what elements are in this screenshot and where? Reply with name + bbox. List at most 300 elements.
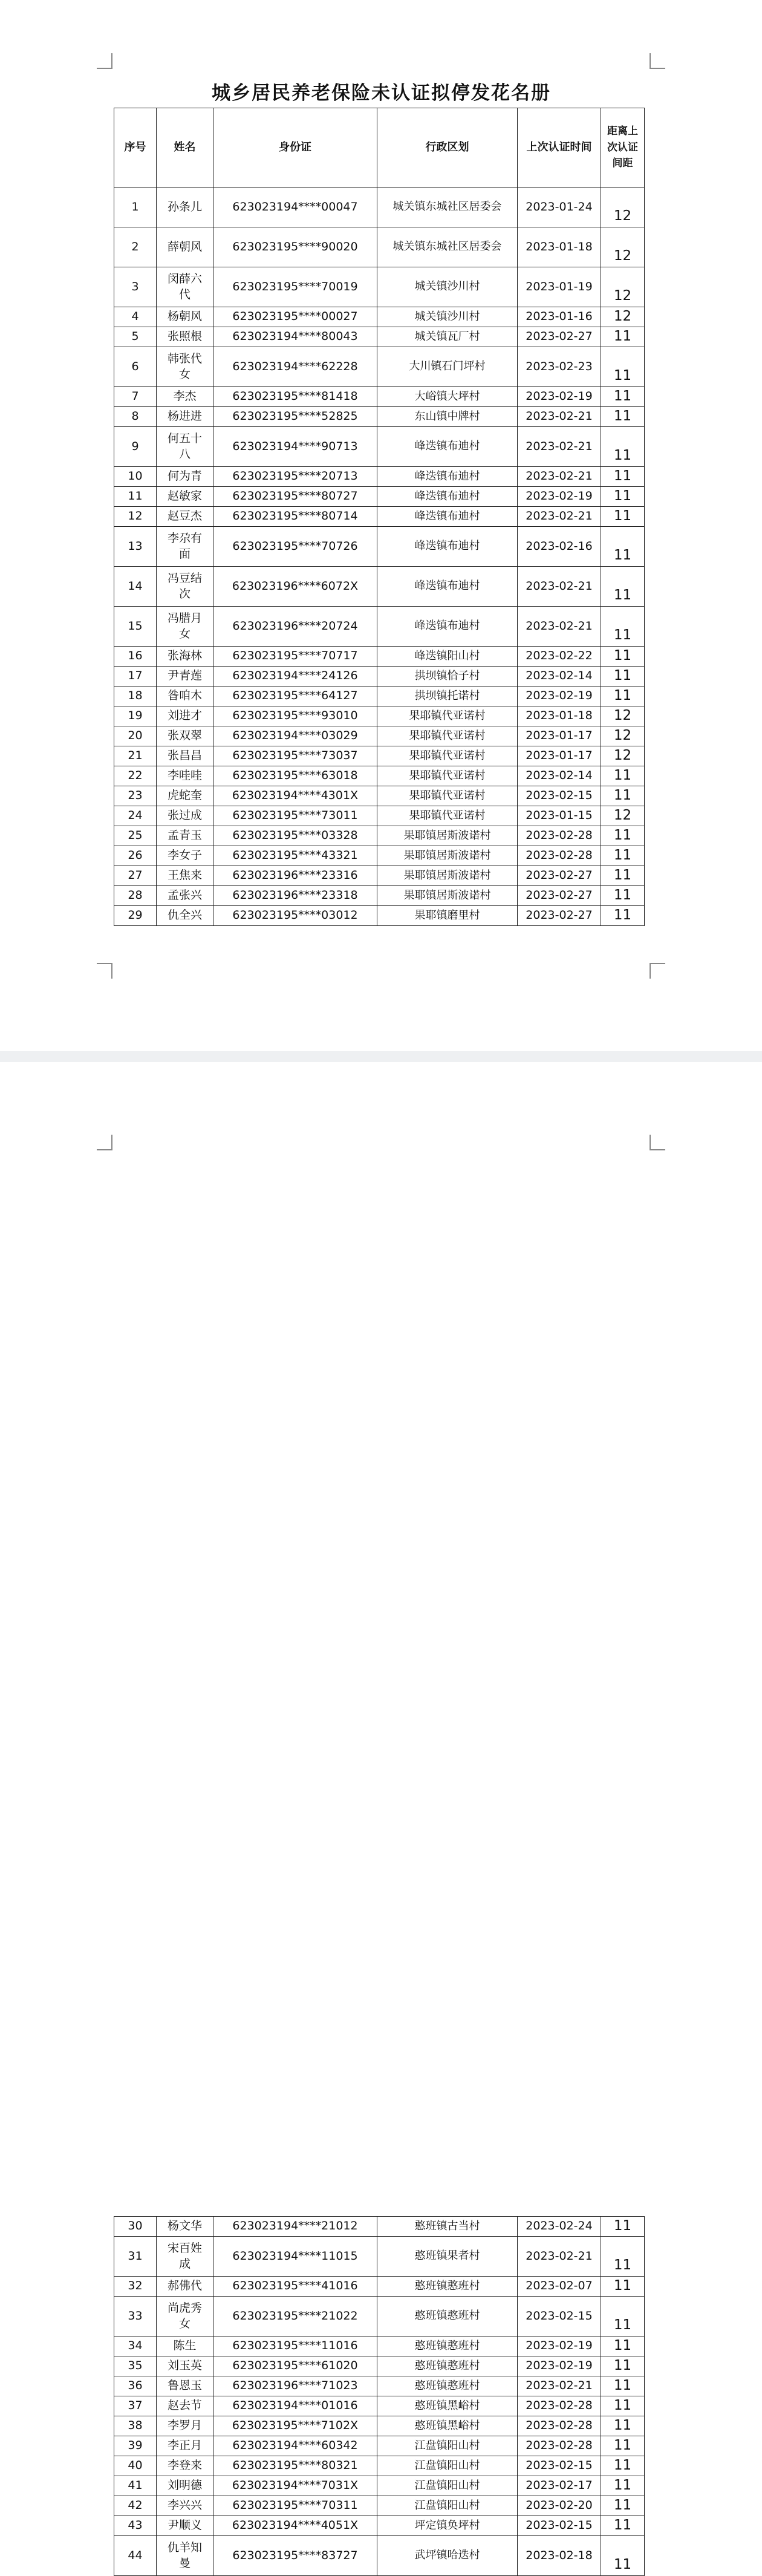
cell-id-number: 623023195****70311 (213, 2496, 377, 2516)
table-body-page-2 (114, 2217, 645, 2576)
cell-id-number: 623023194****90713 (213, 427, 377, 467)
cell-id-number: 623023195****70717 (213, 647, 377, 667)
table-row (114, 686, 645, 706)
cell-name: 杨朝风 (157, 307, 213, 327)
cell-region: 峰迭镇布迪村 (377, 507, 518, 527)
cell-name: 王焦来 (157, 866, 213, 886)
cell-no: 7 (114, 387, 157, 407)
cell-last-auth-date: 2023-02-21 (518, 607, 601, 647)
cell-gap: 11 (601, 846, 645, 866)
cell-no: 15 (114, 607, 157, 647)
cell-no: 21 (114, 746, 157, 766)
table-row (114, 2297, 645, 2336)
cell-last-auth-date: 2023-02-17 (518, 2476, 601, 2496)
cell-gap: 11 (601, 886, 645, 906)
document-title: 城乡居民养老保险未认证拟停发花名册 (212, 82, 551, 104)
cell-last-auth-date: 2023-02-15 (518, 786, 601, 806)
cell-no: 22 (114, 766, 157, 786)
table-row (114, 387, 645, 407)
cell-region: 江盘镇阳山村 (377, 2476, 518, 2496)
table-row (114, 507, 645, 527)
cell-last-auth-date: 2023-02-19 (518, 2356, 601, 2376)
cell-no: 3 (114, 267, 157, 307)
cell-last-auth-date: 2023-01-17 (518, 726, 601, 746)
table-row (114, 2536, 645, 2576)
cell-last-auth-date: 2023-01-19 (518, 267, 601, 307)
cell-gap: 11 (601, 527, 645, 567)
cell-gap: 12 (601, 267, 645, 307)
cell-id-number: 623023194****60342 (213, 2436, 377, 2456)
cell-name: 张照根 (157, 327, 213, 347)
cell-last-auth-date: 2023-02-15 (518, 2456, 601, 2476)
cell-last-auth-date: 2023-02-16 (518, 527, 601, 567)
cell-id-number: 623023195****43321 (213, 846, 377, 866)
cell-gap: 11 (601, 2297, 645, 2336)
table-row (114, 2396, 645, 2416)
cell-id-number: 623023196****23316 (213, 866, 377, 886)
cell-gap: 11 (601, 2516, 645, 2536)
cell-gap: 11 (601, 467, 645, 487)
cell-name: 冯豆结次 (157, 567, 213, 607)
cell-gap: 11 (601, 2396, 645, 2416)
cell-id-number: 623023196****23318 (213, 886, 377, 906)
cell-no: 10 (114, 467, 157, 487)
cell-name: 薛朝风 (157, 227, 213, 267)
cell-region: 憨班镇憨班村 (377, 2277, 518, 2297)
cell-name: 孙条儿 (157, 187, 213, 227)
cell-id-number: 623023194****01016 (213, 2396, 377, 2416)
cell-id-number: 623023195****73037 (213, 746, 377, 766)
cell-no: 2 (114, 227, 157, 267)
cell-id-number: 623023195****83727 (213, 2536, 377, 2576)
cell-name: 李哇哇 (157, 766, 213, 786)
cell-no: 28 (114, 886, 157, 906)
cell-region: 果耶镇居斯波诺村 (377, 866, 518, 886)
table-row (114, 746, 645, 766)
cell-region: 果耶镇代亚诺村 (377, 806, 518, 826)
cell-no: 17 (114, 667, 157, 686)
cell-no: 26 (114, 846, 157, 866)
cell-last-auth-date: 2023-02-27 (518, 886, 601, 906)
cell-name: 尚虎秀女 (157, 2297, 213, 2336)
table-row (114, 2237, 645, 2277)
cell-gap: 11 (601, 2237, 645, 2277)
cell-gap: 11 (601, 387, 645, 407)
cell-region: 峰迭镇布迪村 (377, 607, 518, 647)
cell-last-auth-date: 2023-01-15 (518, 806, 601, 826)
cell-gap: 11 (601, 2436, 645, 2456)
cell-no: 27 (114, 866, 157, 886)
cell-gap: 11 (601, 686, 645, 706)
header-no: 序号 (114, 108, 157, 187)
cell-name: 李罗月 (157, 2416, 213, 2436)
table-row (114, 706, 645, 726)
cell-no: 16 (114, 647, 157, 667)
cell-name: 陈生 (157, 2336, 213, 2356)
cell-region: 果耶镇代亚诺村 (377, 786, 518, 806)
cell-gap: 12 (601, 706, 645, 726)
cell-id-number: 623023195****80321 (213, 2456, 377, 2476)
cell-id-number: 623023194****7031X (213, 2476, 377, 2496)
table-row (114, 267, 645, 307)
cell-gap: 11 (601, 647, 645, 667)
cell-name: 仇羊知曼 (157, 2536, 213, 2576)
cell-gap: 12 (601, 806, 645, 826)
cell-name: 张昌昌 (157, 746, 213, 766)
cell-region: 江盘镇阳山村 (377, 2436, 518, 2456)
cell-region: 憨班镇黑峪村 (377, 2396, 518, 2416)
cell-region: 果耶镇居斯波诺村 (377, 826, 518, 846)
cell-no: 31 (114, 2237, 157, 2277)
cell-no: 18 (114, 686, 157, 706)
cell-region: 憨班镇憨班村 (377, 2376, 518, 2396)
cell-name: 杨文华 (157, 2217, 213, 2237)
cell-gap: 11 (601, 2536, 645, 2576)
cell-gap: 11 (601, 667, 645, 686)
table-row (114, 846, 645, 866)
cell-id-number: 623023194****11015 (213, 2237, 377, 2277)
cell-region: 武坪镇哈迭村 (377, 2536, 518, 2576)
cell-last-auth-date: 2023-02-21 (518, 2376, 601, 2396)
table-row (114, 467, 645, 487)
table-row (114, 866, 645, 886)
cell-name: 何五十八 (157, 427, 213, 467)
cell-last-auth-date: 2023-01-18 (518, 227, 601, 267)
cell-gap: 11 (601, 2476, 645, 2496)
cell-name: 闵薛六代 (157, 267, 213, 307)
cell-id-number: 623023194****80043 (213, 327, 377, 347)
cell-name: 李女子 (157, 846, 213, 866)
cell-name: 杨进进 (157, 407, 213, 427)
cell-name: 李兴兴 (157, 2496, 213, 2516)
table-row (114, 2376, 645, 2396)
cell-gap: 11 (601, 766, 645, 786)
cell-gap: 11 (601, 2376, 645, 2396)
cell-region: 城关镇东城社区居委会 (377, 187, 518, 227)
cell-region: 憨班镇憨班村 (377, 2356, 518, 2376)
cell-last-auth-date: 2023-02-19 (518, 487, 601, 507)
table-row (114, 2217, 645, 2237)
cell-gap: 11 (601, 2217, 645, 2237)
cell-region: 憨班镇憨班村 (377, 2336, 518, 2356)
cell-region: 东山镇中牌村 (377, 407, 518, 427)
table-row (114, 2356, 645, 2376)
cell-no: 23 (114, 786, 157, 806)
table-body-page-1 (114, 187, 645, 926)
cell-region: 果耶镇磨里村 (377, 906, 518, 926)
cell-gap: 11 (601, 487, 645, 507)
cell-region: 江盘镇阳山村 (377, 2496, 518, 2516)
cell-gap: 11 (601, 507, 645, 527)
header-id: 身份证 (213, 108, 377, 187)
cell-gap: 11 (601, 2456, 645, 2476)
cell-region: 峰迭镇阳山村 (377, 647, 518, 667)
cell-last-auth-date: 2023-02-14 (518, 667, 601, 686)
cell-no: 43 (114, 2516, 157, 2536)
cell-id-number: 623023195****21022 (213, 2297, 377, 2336)
cell-name: 刘进才 (157, 706, 213, 726)
cell-region: 拱坝镇恰子村 (377, 667, 518, 686)
cell-no: 12 (114, 507, 157, 527)
cell-region: 果耶镇代亚诺村 (377, 746, 518, 766)
cell-id-number: 623023195****64127 (213, 686, 377, 706)
cell-gap: 11 (601, 407, 645, 427)
cell-last-auth-date: 2023-02-07 (518, 2277, 601, 2297)
cell-region: 城关镇瓦厂村 (377, 327, 518, 347)
cell-no: 20 (114, 726, 157, 746)
cell-region: 坪定镇奂坪村 (377, 2516, 518, 2536)
cell-region: 憨班镇果者村 (377, 2237, 518, 2277)
cell-last-auth-date: 2023-02-23 (518, 347, 601, 387)
cell-id-number: 623023195****20713 (213, 467, 377, 487)
cell-id-number: 623023195****90020 (213, 227, 377, 267)
cell-id-number: 623023196****6072X (213, 567, 377, 607)
cell-id-number: 623023194****4051X (213, 2516, 377, 2536)
cell-region: 果耶镇居斯波诺村 (377, 846, 518, 866)
table-row (114, 407, 645, 427)
table-row (114, 667, 645, 686)
cell-gap: 11 (601, 327, 645, 347)
cell-name: 张过成 (157, 806, 213, 826)
cell-name: 孟张兴 (157, 886, 213, 906)
cell-no: 38 (114, 2416, 157, 2436)
cell-no: 33 (114, 2297, 157, 2336)
cell-gap: 11 (601, 2416, 645, 2436)
cell-region: 峰迭镇布迪村 (377, 467, 518, 487)
table-row (114, 527, 645, 567)
table-row (114, 2416, 645, 2436)
cell-name: 尹青莲 (157, 667, 213, 686)
cell-name: 李登来 (157, 2456, 213, 2476)
cell-last-auth-date: 2023-01-17 (518, 746, 601, 766)
cell-no: 14 (114, 567, 157, 607)
cell-id-number: 623023194****24126 (213, 667, 377, 686)
cell-id-number: 623023195****80727 (213, 487, 377, 507)
header-region: 行政区划 (377, 108, 518, 187)
cell-no: 6 (114, 347, 157, 387)
cell-region: 城关镇沙川村 (377, 307, 518, 327)
table-row (114, 2516, 645, 2536)
cell-id-number: 623023195****41016 (213, 2277, 377, 2297)
table-row (114, 786, 645, 806)
table-row (114, 307, 645, 327)
cell-last-auth-date: 2023-02-22 (518, 647, 601, 667)
cell-last-auth-date: 2023-02-28 (518, 2436, 601, 2456)
cell-region: 憨班镇黑峪村 (377, 2416, 518, 2436)
cell-id-number: 623023195****11016 (213, 2336, 377, 2356)
cell-last-auth-date: 2023-02-15 (518, 2516, 601, 2536)
cell-no: 40 (114, 2456, 157, 2476)
cell-region: 峰迭镇布迪村 (377, 527, 518, 567)
cell-last-auth-date: 2023-01-24 (518, 187, 601, 227)
table-row (114, 886, 645, 906)
cell-id-number: 623023195****70726 (213, 527, 377, 567)
cell-id-number: 623023195****81418 (213, 387, 377, 407)
table-row (114, 766, 645, 786)
table-row (114, 187, 645, 227)
cell-no: 41 (114, 2476, 157, 2496)
cell-region: 拱坝镇托诺村 (377, 686, 518, 706)
cell-last-auth-date: 2023-02-19 (518, 387, 601, 407)
cell-region: 果耶镇代亚诺村 (377, 726, 518, 746)
table-row (114, 327, 645, 347)
cell-gap: 11 (601, 427, 645, 467)
cell-last-auth-date: 2023-02-24 (518, 2217, 601, 2237)
cell-last-auth-date: 2023-01-18 (518, 706, 601, 726)
cell-gap: 11 (601, 826, 645, 846)
table-header-row (114, 108, 645, 187)
cell-id-number: 623023195****00027 (213, 307, 377, 327)
cell-no: 25 (114, 826, 157, 846)
cell-name: 宋百姓成 (157, 2237, 213, 2277)
cell-gap: 12 (601, 227, 645, 267)
cell-last-auth-date: 2023-02-27 (518, 866, 601, 886)
roster-table-page-2 (114, 2216, 645, 2576)
table-row (114, 427, 645, 467)
cell-no: 32 (114, 2277, 157, 2297)
cell-id-number: 623023194****4301X (213, 786, 377, 806)
table-row (114, 906, 645, 926)
cell-gap: 11 (601, 2496, 645, 2516)
cell-no: 4 (114, 307, 157, 327)
cell-id-number: 623023195****63018 (213, 766, 377, 786)
cell-region: 城关镇沙川村 (377, 267, 518, 307)
table-row (114, 2336, 645, 2356)
cell-name: 赵去节 (157, 2396, 213, 2416)
cell-region: 峰迭镇布迪村 (377, 567, 518, 607)
cell-last-auth-date: 2023-02-28 (518, 826, 601, 846)
cell-name: 刘明德 (157, 2476, 213, 2496)
cell-last-auth-date: 2023-02-18 (518, 2536, 601, 2576)
header-name: 姓名 (157, 108, 213, 187)
cell-no: 44 (114, 2536, 157, 2576)
cell-no: 30 (114, 2217, 157, 2237)
cell-id-number: 623023194****62228 (213, 347, 377, 387)
cell-last-auth-date: 2023-02-21 (518, 507, 601, 527)
cell-gap: 11 (601, 2356, 645, 2376)
cell-region: 果耶镇居斯波诺村 (377, 886, 518, 906)
cell-id-number: 623023196****20724 (213, 607, 377, 647)
roster-table-page-1 (114, 108, 645, 926)
cell-id-number: 623023195****52825 (213, 407, 377, 427)
cell-no: 37 (114, 2396, 157, 2416)
table-row (114, 806, 645, 826)
cell-name: 赵豆杰 (157, 507, 213, 527)
cell-id-number: 623023195****80714 (213, 507, 377, 527)
cell-last-auth-date: 2023-02-21 (518, 467, 601, 487)
cell-last-auth-date: 2023-02-28 (518, 2416, 601, 2436)
cell-last-auth-date: 2023-02-14 (518, 766, 601, 786)
cell-name: 孟青玉 (157, 826, 213, 846)
cell-name: 李杰 (157, 387, 213, 407)
cell-name: 张双翠 (157, 726, 213, 746)
table-row (114, 227, 645, 267)
cell-gap: 11 (601, 567, 645, 607)
cell-region: 江盘镇阳山村 (377, 2456, 518, 2476)
cell-last-auth-date: 2023-02-21 (518, 2237, 601, 2277)
cell-last-auth-date: 2023-01-16 (518, 307, 601, 327)
table-row (114, 726, 645, 746)
cell-region: 憨班镇憨班村 (377, 2297, 518, 2336)
cell-no: 9 (114, 427, 157, 467)
cell-last-auth-date: 2023-02-28 (518, 846, 601, 866)
table-row (114, 826, 645, 846)
table-row (114, 2496, 645, 2516)
cell-gap: 11 (601, 786, 645, 806)
cell-name: 尹顺义 (157, 2516, 213, 2536)
cell-gap: 12 (601, 187, 645, 227)
cell-no: 8 (114, 407, 157, 427)
cell-region: 峰迭镇布迪村 (377, 487, 518, 507)
cell-id-number: 623023195****70019 (213, 267, 377, 307)
cell-last-auth-date: 2023-02-19 (518, 686, 601, 706)
cell-no: 13 (114, 527, 157, 567)
cell-no: 39 (114, 2436, 157, 2456)
cell-gap: 12 (601, 726, 645, 746)
header-gap: 距离上次认证间距 (601, 108, 645, 187)
table-row (114, 2476, 645, 2496)
cell-id-number: 623023194****21012 (213, 2217, 377, 2237)
cell-name: 何为青 (157, 467, 213, 487)
cell-id-number: 623023195****93010 (213, 706, 377, 726)
cell-last-auth-date: 2023-02-21 (518, 567, 601, 607)
cell-last-auth-date: 2023-02-21 (518, 407, 601, 427)
cell-no: 1 (114, 187, 157, 227)
cell-region: 大川镇石门坪村 (377, 347, 518, 387)
cell-id-number: 623023195****61020 (213, 2356, 377, 2376)
cell-no: 35 (114, 2356, 157, 2376)
cell-name: 李尕有面 (157, 527, 213, 567)
cell-region: 果耶镇代亚诺村 (377, 766, 518, 786)
cell-no: 42 (114, 2496, 157, 2516)
cell-name: 李正月 (157, 2436, 213, 2456)
cell-name: 鲁恩玉 (157, 2376, 213, 2396)
cell-last-auth-date: 2023-02-28 (518, 2396, 601, 2416)
cell-no: 24 (114, 806, 157, 826)
cell-name: 昝咱木 (157, 686, 213, 706)
cell-no: 5 (114, 327, 157, 347)
cell-gap: 11 (601, 906, 645, 926)
cell-gap: 11 (601, 866, 645, 886)
cell-gap: 11 (601, 2336, 645, 2356)
cell-no: 29 (114, 906, 157, 926)
cell-last-auth-date: 2023-02-15 (518, 2297, 601, 2336)
cell-region: 憨班镇古当村 (377, 2217, 518, 2237)
table-row (114, 2436, 645, 2456)
cell-name: 郝佛代 (157, 2277, 213, 2297)
cell-region: 大峪镇大坪村 (377, 387, 518, 407)
cell-gap: 11 (601, 347, 645, 387)
cell-no: 11 (114, 487, 157, 507)
cell-name: 刘玉英 (157, 2356, 213, 2376)
cell-gap: 12 (601, 307, 645, 327)
cell-region: 峰迭镇布迪村 (377, 427, 518, 467)
cell-id-number: 623023195****03012 (213, 906, 377, 926)
cell-name: 虎蛇奎 (157, 786, 213, 806)
cell-id-number: 623023196****71023 (213, 2376, 377, 2396)
header-last-auth: 上次认证时间 (518, 108, 601, 187)
cell-gap: 12 (601, 746, 645, 766)
cell-id-number: 623023194****03029 (213, 726, 377, 746)
table-row (114, 487, 645, 507)
table-row (114, 2277, 645, 2297)
cell-id-number: 623023195****03328 (213, 826, 377, 846)
document-page-2 (0, 1062, 762, 2572)
table-row (114, 347, 645, 387)
table-row (114, 2456, 645, 2476)
cell-gap: 11 (601, 2277, 645, 2297)
cell-region: 城关镇东城社区居委会 (377, 227, 518, 267)
